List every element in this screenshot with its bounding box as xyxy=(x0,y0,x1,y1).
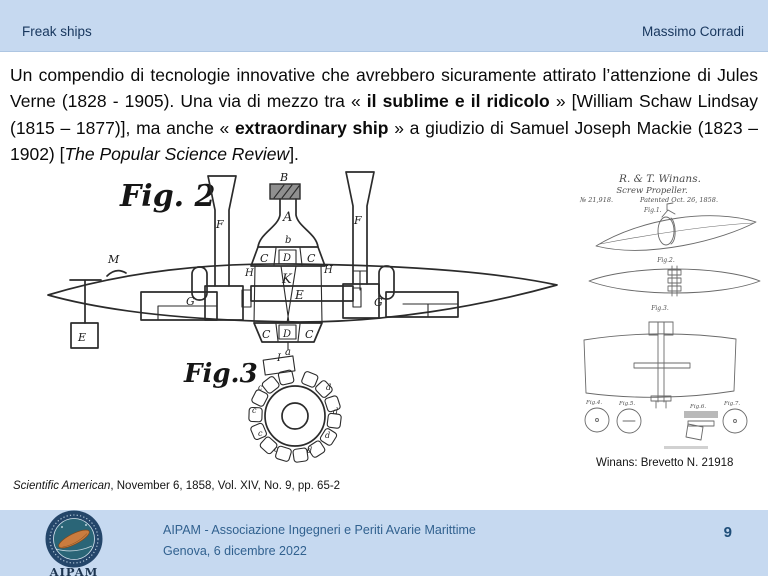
patent-fig3-label: Fig.3. xyxy=(651,305,669,312)
body-paragraph xyxy=(10,62,758,167)
label-B: B xyxy=(280,171,289,184)
left-figure-caption xyxy=(13,480,340,492)
label-C: C xyxy=(307,252,316,265)
paragraph-text: » [William Schaw Lindsay (1815 – 1877)], ma anche « xyxy=(10,91,758,138)
caption-source-details: , November 6, 1858, Vol. XIV, No. 9, pp. 65-2 xyxy=(110,480,341,492)
fig2-funnels xyxy=(205,172,458,320)
label-I: I xyxy=(277,353,281,364)
label-H: H xyxy=(245,268,254,279)
patent-fig3-section xyxy=(584,322,736,408)
patent-fig1-label: Fig.1. xyxy=(644,207,662,214)
patent-fig4-label: Fig.4. xyxy=(586,400,603,406)
fig3-paddle-wheel xyxy=(183,353,342,463)
label-E: E xyxy=(295,288,304,302)
label-d: d xyxy=(325,431,331,440)
label-C: C xyxy=(305,328,314,341)
label-K: K xyxy=(282,272,292,287)
label-C: C xyxy=(262,328,271,341)
patent-title-line2: Screw Propeller. xyxy=(616,186,688,196)
label-C: C xyxy=(260,252,269,265)
journal-title-italic: The Popular Science Review xyxy=(64,143,290,164)
label-G: G xyxy=(374,296,383,309)
label-A: A xyxy=(283,210,293,225)
fig2-ship-side-view xyxy=(48,171,557,358)
footer-org-line: AIPAM - Associazione Ingegneri e Periti Avarie Marittime xyxy=(163,523,476,537)
label-c: c xyxy=(258,383,263,392)
label-G: G xyxy=(186,295,195,308)
logo-star xyxy=(85,524,87,526)
patent-footnote-line xyxy=(664,446,708,449)
fig3-label: Fig.3 xyxy=(184,359,258,389)
author-name: Massimo Corradi xyxy=(641,24,744,39)
patent-title-line1: R. & T. Winans. xyxy=(619,173,701,185)
label-D: D xyxy=(283,329,292,340)
label-c: c xyxy=(252,406,257,415)
label-d: d xyxy=(307,446,313,455)
label-E: E xyxy=(78,331,87,344)
label-a: a xyxy=(285,347,291,358)
paragraph-text: Un compendio di tecnologie innovative che avrebbero sicuramente attirato l’attenzione di Jules Verne (1828 - 1905). Una via di mezzo tra « xyxy=(10,65,758,112)
fig2-label: Fig. 2 xyxy=(120,179,216,214)
caption-source-title: Scientific American xyxy=(13,480,111,492)
fig2-hull xyxy=(48,264,557,348)
footer-text-block xyxy=(163,520,476,562)
label-b: b xyxy=(285,235,292,246)
bold-phrase-sublime: il sublime e il ridicolo xyxy=(366,91,550,112)
label-H: H xyxy=(324,265,333,276)
patent-fig5-label: Fig.5. xyxy=(619,401,636,407)
paragraph-text: ]. xyxy=(289,143,299,164)
ship-engraving-figure xyxy=(8,168,564,480)
slide-title: Freak ships xyxy=(22,24,92,39)
bold-phrase-extraordinary-ship: extraordinary ship xyxy=(234,117,389,138)
label-d: d xyxy=(333,407,339,416)
logo-wordmark: AIPAM xyxy=(49,565,99,576)
winans-patent-figure xyxy=(572,170,764,452)
page-number: 9 xyxy=(723,524,732,541)
label-D: D xyxy=(283,253,292,264)
label-d: d xyxy=(326,383,332,392)
paragraph-text: » a giudizio di Samuel Joseph Mackie (1823 – 1902) [ xyxy=(10,117,758,164)
patent-date: Patented Oct. 26, 1858. xyxy=(640,196,719,204)
right-figure-caption: Winans: Brevetto N. 21918 xyxy=(596,457,734,469)
patent-fig7-label: Fig.7. xyxy=(724,401,741,407)
patent-fig2-plan-hull xyxy=(589,266,760,296)
logo-star xyxy=(61,526,63,528)
label-F: F xyxy=(354,214,362,227)
aipam-logo xyxy=(36,509,112,576)
patent-fig6-label: Fig.6. xyxy=(690,404,707,410)
patent-header-text xyxy=(579,173,718,204)
label-c: c xyxy=(258,429,263,438)
patent-fig1-perspective-hull xyxy=(596,203,756,250)
header-bar xyxy=(0,0,768,52)
patent-fig2-label: Fig.2. xyxy=(657,257,675,264)
footer-venue-line: Genova, 6 dicembre 2022 xyxy=(163,544,307,558)
patent-number: № 21,918. xyxy=(580,196,614,204)
label-F: F xyxy=(216,218,224,231)
fig2-central-machinery xyxy=(242,184,366,350)
label-M: M xyxy=(108,253,120,266)
label-c: c xyxy=(274,445,279,454)
